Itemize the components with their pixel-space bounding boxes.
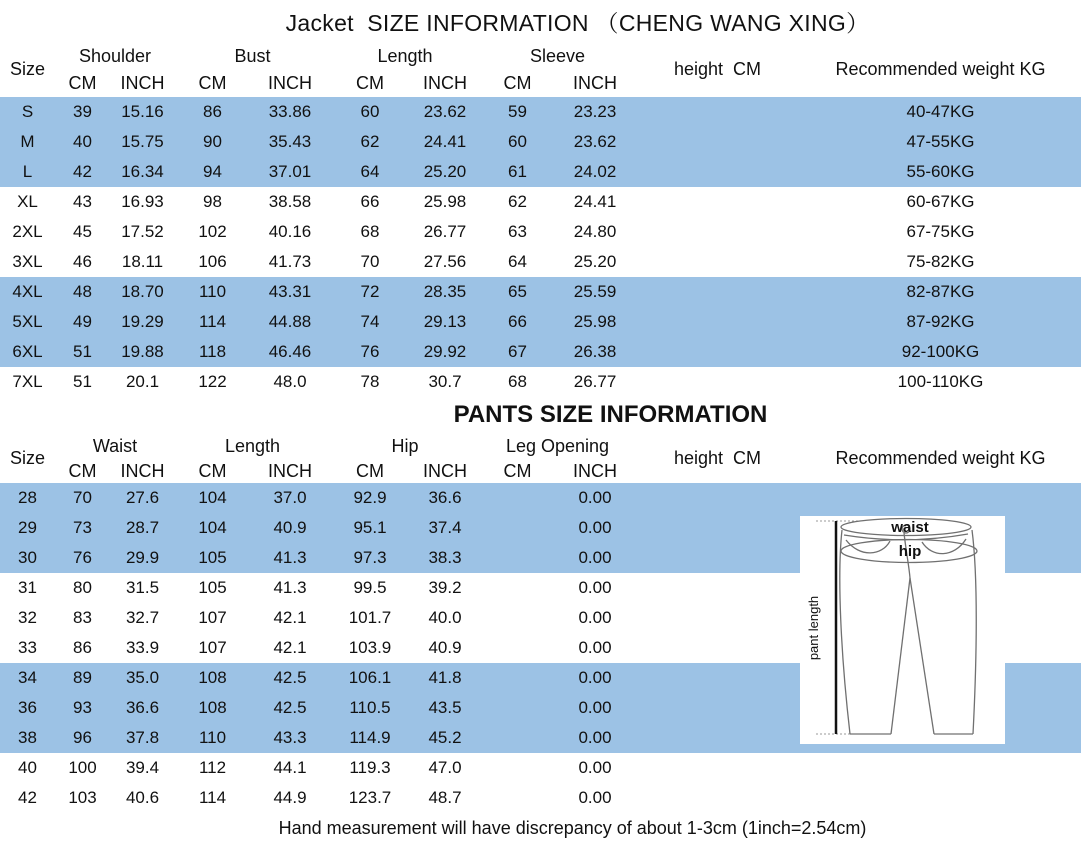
column-header-weight: Recommended weight KG — [835, 447, 1046, 468]
table-cell: 38 — [18, 728, 37, 747]
jacket-table-header — [0, 42, 1081, 97]
table-cell — [635, 277, 800, 307]
table-cell — [635, 633, 800, 663]
table-cell: 4XL — [12, 282, 43, 301]
column-header-leg-opening: Leg Opening — [505, 435, 610, 456]
table-cell: 60-67KG — [906, 192, 975, 211]
table-cell — [635, 543, 800, 573]
table-cell: 103 — [68, 788, 97, 807]
table-cell: 110 — [198, 282, 227, 301]
jacket-table-body — [0, 97, 1081, 397]
table-cell — [480, 753, 555, 783]
table-cell: 19.29 — [121, 312, 164, 331]
table-cell: 0.00 — [578, 698, 612, 717]
unit-header-cm: CM — [503, 460, 532, 481]
table-cell: 0.00 — [578, 728, 612, 747]
table-cell: 86 — [203, 102, 222, 121]
table-cell: 38.3 — [428, 548, 462, 567]
table-cell: 114.9 — [349, 728, 391, 747]
table-cell — [635, 187, 800, 217]
table-cell: 92.9 — [353, 488, 387, 507]
table-cell: 26.38 — [573, 342, 617, 361]
table-cell: 0.00 — [578, 758, 612, 777]
table-cell — [635, 247, 800, 277]
table-cell: 41.3 — [273, 578, 307, 597]
table-cell: 0.00 — [578, 548, 612, 567]
table-cell: 68 — [360, 222, 380, 241]
table-cell: 51 — [73, 342, 92, 361]
table-cell: 45 — [73, 222, 92, 241]
table-row — [0, 97, 1081, 127]
table-cell — [480, 633, 555, 663]
table-cell: 73 — [73, 518, 92, 537]
table-row — [0, 247, 1081, 277]
table-cell: 105 — [198, 548, 227, 567]
table-cell: 29.13 — [423, 312, 467, 331]
table-cell: 100 — [68, 758, 97, 777]
table-cell: 108 — [198, 698, 227, 717]
jacket-size-table — [0, 42, 1081, 397]
table-cell: M — [20, 132, 35, 151]
jacket-header-group-row — [0, 42, 1081, 70]
table-cell: 48.0 — [273, 372, 307, 391]
column-header-bust: Bust — [234, 45, 271, 66]
table-cell — [635, 307, 800, 337]
table-cell: 29.9 — [125, 548, 160, 567]
table-cell — [635, 693, 800, 723]
table-cell: 2XL — [12, 222, 43, 241]
table-row — [0, 307, 1081, 337]
table-cell: 43.5 — [428, 698, 462, 717]
hip-label: hip — [898, 543, 922, 560]
table-cell: 42.5 — [273, 668, 307, 687]
table-cell: 61 — [508, 162, 527, 181]
table-cell: 76 — [360, 342, 380, 361]
table-cell: 66 — [360, 192, 380, 211]
table-cell: 97.3 — [353, 548, 387, 567]
table-cell — [635, 753, 800, 783]
table-cell: 67-75KG — [906, 222, 975, 241]
table-cell: 110.5 — [349, 698, 391, 717]
table-cell: 49 — [73, 312, 92, 331]
column-header-sleeve: Sleeve — [529, 45, 586, 66]
table-cell: 25.59 — [573, 282, 617, 301]
table-cell: 30 — [18, 548, 37, 567]
table-cell — [480, 603, 555, 633]
table-cell: 0.00 — [578, 608, 612, 627]
table-cell: 37.01 — [268, 162, 312, 181]
table-cell: 114 — [198, 312, 227, 331]
table-cell — [635, 573, 800, 603]
table-cell: 36.6 — [125, 698, 160, 717]
table-cell: 64 — [360, 162, 380, 181]
table-cell: 98 — [203, 192, 222, 211]
table-cell: 20.1 — [125, 372, 160, 391]
column-header-shoulder: Shoulder — [78, 45, 152, 66]
table-cell: 0.00 — [578, 518, 612, 537]
table-cell: 37.4 — [428, 518, 462, 537]
table-cell: 23.62 — [423, 102, 467, 121]
table-cell: 25.98 — [573, 312, 617, 331]
unit-header-inch: INCH — [268, 460, 312, 481]
table-cell: 40.16 — [268, 222, 312, 241]
table-cell: 34 — [18, 668, 37, 687]
table-cell: 75-82KG — [906, 252, 975, 271]
table-cell: 93 — [73, 698, 92, 717]
table-cell — [635, 513, 800, 543]
table-cell: 106 — [198, 252, 227, 271]
table-cell: 40.6 — [125, 788, 160, 807]
table-cell: 86 — [73, 638, 92, 657]
table-cell: 107 — [198, 608, 227, 627]
table-cell: 39.4 — [125, 758, 160, 777]
table-cell: 35.0 — [125, 668, 160, 687]
table-cell: 67 — [508, 342, 527, 361]
table-row — [0, 277, 1081, 307]
table-cell — [635, 157, 800, 187]
table-cell: 25.20 — [423, 162, 467, 181]
table-cell — [635, 483, 800, 513]
table-cell: 6XL — [12, 342, 43, 361]
column-header-hip: Hip — [391, 435, 419, 456]
column-header-height-cm: height CM — [673, 59, 762, 79]
table-cell: 0.00 — [578, 578, 612, 597]
table-cell: 47.0 — [428, 758, 462, 777]
table-cell — [635, 663, 800, 693]
table-cell: 19.88 — [121, 342, 164, 361]
table-cell — [635, 127, 800, 157]
table-cell — [480, 483, 555, 513]
table-cell: 104 — [198, 518, 227, 537]
table-cell: 90 — [203, 132, 222, 151]
table-cell: 40.9 — [273, 518, 307, 537]
unit-header-cm: CM — [68, 460, 97, 481]
pants-table-header — [0, 433, 1081, 483]
table-cell: 89 — [73, 668, 92, 687]
table-cell: 33.9 — [125, 638, 160, 657]
table-cell: 42.1 — [273, 638, 307, 657]
table-cell: 24.80 — [573, 222, 617, 241]
table-cell: XL — [17, 192, 38, 211]
table-cell — [480, 663, 555, 693]
table-cell: 37.8 — [125, 728, 160, 747]
table-cell — [635, 603, 800, 633]
table-cell: 25.98 — [423, 192, 467, 211]
table-cell: 42.1 — [273, 608, 307, 627]
table-cell: 30.7 — [428, 372, 462, 391]
table-cell: 59 — [508, 102, 527, 121]
table-row — [0, 783, 1081, 813]
table-cell: 7XL — [12, 372, 43, 391]
column-header-size: Size — [9, 59, 45, 79]
unit-header-inch: INCH — [423, 73, 467, 93]
table-cell: 0.00 — [578, 788, 612, 807]
footer-note: Hand measurement will have discrepancy of about 1-3cm (1inch=2.54cm) — [278, 817, 867, 838]
table-cell: 0.00 — [578, 488, 612, 507]
table-cell — [635, 97, 800, 127]
table-cell — [480, 573, 555, 603]
table-row — [0, 157, 1081, 187]
table-cell: 0.00 — [578, 638, 612, 657]
table-cell: 24.02 — [573, 162, 617, 181]
table-cell: 95.1 — [353, 518, 387, 537]
table-cell: 70 — [360, 252, 380, 271]
table-cell: 36.6 — [428, 488, 462, 507]
table-cell: 18.70 — [121, 282, 164, 301]
table-cell: 36 — [18, 698, 37, 717]
table-cell: 118 — [198, 342, 227, 361]
table-cell: 43 — [73, 192, 92, 211]
table-row — [0, 217, 1081, 247]
table-cell: 114 — [198, 788, 227, 807]
table-cell — [800, 783, 1081, 813]
unit-header-inch: INCH — [573, 73, 617, 93]
table-cell: 40 — [73, 132, 92, 151]
table-cell: 55-60KG — [906, 162, 975, 181]
table-cell: 82-87KG — [906, 282, 975, 301]
table-row — [0, 127, 1081, 157]
table-cell: 15.16 — [121, 102, 164, 121]
table-cell — [480, 543, 555, 573]
table-cell: 119.3 — [349, 758, 391, 777]
table-cell: 63 — [508, 222, 527, 241]
unit-header-cm: CM — [198, 460, 227, 481]
table-cell — [480, 783, 555, 813]
table-cell: 25.20 — [573, 252, 617, 271]
table-cell: 23.62 — [573, 132, 617, 151]
table-cell: 40.9 — [428, 638, 462, 657]
table-cell: 104 — [198, 488, 227, 507]
table-cell: 45.2 — [428, 728, 462, 747]
table-cell: 72 — [360, 282, 380, 301]
table-cell: 41.73 — [268, 252, 312, 271]
pants-outline-drawing — [800, 516, 1005, 744]
table-cell: 48.7 — [428, 788, 462, 807]
table-cell: 44.88 — [268, 312, 312, 331]
table-cell — [635, 337, 800, 367]
table-cell: 33.86 — [268, 102, 312, 121]
table-cell: 42 — [73, 162, 92, 181]
table-cell: 28.7 — [125, 518, 160, 537]
column-header-length: Length — [377, 45, 433, 66]
table-cell: 27.6 — [125, 488, 160, 507]
table-cell: 42 — [18, 788, 37, 807]
table-cell: 94 — [203, 162, 222, 181]
table-cell: 40.0 — [428, 608, 462, 627]
table-cell: 18.11 — [121, 252, 164, 271]
table-cell: 39.2 — [428, 578, 462, 597]
table-cell: 62 — [508, 192, 527, 211]
table-cell: 26.77 — [573, 372, 617, 391]
table-cell: 16.34 — [121, 162, 164, 181]
table-cell: 23.23 — [573, 102, 617, 121]
table-cell: 5XL — [12, 312, 43, 331]
table-cell: 0.00 — [578, 668, 612, 687]
table-cell: 110 — [198, 728, 227, 747]
table-cell: 26.77 — [423, 222, 467, 241]
pant-length-label: pant length — [806, 595, 821, 661]
table-cell — [480, 723, 555, 753]
table-row — [0, 337, 1081, 367]
table-cell: 24.41 — [573, 192, 617, 211]
table-cell: 101.7 — [348, 608, 392, 627]
table-cell: 37.0 — [273, 488, 307, 507]
table-cell: 16.93 — [121, 192, 164, 211]
table-cell: 62 — [360, 132, 380, 151]
table-cell: 43.3 — [273, 728, 307, 747]
table-cell: 112 — [198, 758, 227, 777]
table-cell: 29 — [18, 518, 37, 537]
table-cell: 99.5 — [353, 578, 387, 597]
table-cell: 31 — [18, 578, 37, 597]
table-row — [0, 753, 1081, 783]
table-cell: 28 — [18, 488, 37, 507]
table-cell: 32.7 — [125, 608, 160, 627]
pants-table-title: PANTS SIZE INFORMATION — [453, 401, 768, 428]
table-cell: 3XL — [12, 252, 43, 271]
table-cell: 70 — [73, 488, 92, 507]
unit-header-cm: CM — [198, 73, 227, 93]
table-cell: 78 — [360, 372, 380, 391]
column-header-length: Length — [224, 435, 281, 456]
table-cell: 76 — [73, 548, 92, 567]
table-cell: 35.43 — [268, 132, 312, 151]
table-row — [0, 187, 1081, 217]
table-cell: 83 — [73, 608, 92, 627]
unit-header-inch: INCH — [120, 73, 165, 93]
table-row — [0, 367, 1081, 397]
table-cell — [635, 783, 800, 813]
table-cell — [635, 367, 800, 397]
table-cell: 39 — [73, 102, 92, 121]
table-cell: 44.9 — [273, 788, 307, 807]
table-cell: 123.7 — [348, 788, 392, 807]
waist-label: waist — [891, 519, 929, 536]
table-cell: 28.35 — [423, 282, 467, 301]
table-cell: 105 — [198, 578, 227, 597]
table-cell — [800, 483, 1081, 513]
table-cell: 40-47KG — [906, 102, 975, 121]
unit-header-inch: INCH — [268, 73, 312, 93]
table-cell: 60 — [508, 132, 527, 151]
unit-header-inch: INCH — [573, 460, 618, 481]
table-cell: 41.8 — [428, 668, 462, 687]
column-header-weight: Recommended weight KG — [835, 59, 1046, 79]
table-cell — [480, 513, 555, 543]
column-header-size: Size — [9, 447, 45, 468]
table-cell: 106.1 — [348, 668, 392, 687]
column-header-waist: Waist — [92, 435, 138, 456]
unit-header-cm: CM — [356, 460, 384, 481]
table-cell: 15.75 — [121, 132, 164, 151]
table-cell: 44.1 — [273, 758, 307, 777]
table-row — [0, 483, 1081, 513]
pants-measurement-diagram — [800, 516, 1005, 744]
table-cell: 100-110KG — [897, 372, 984, 391]
table-cell: 38.58 — [268, 192, 312, 211]
table-cell: 29.92 — [423, 342, 467, 361]
table-cell: 24.41 — [423, 132, 467, 151]
table-cell: 40 — [18, 758, 37, 777]
table-cell: 108 — [198, 668, 227, 687]
table-cell — [635, 217, 800, 247]
table-cell: S — [21, 102, 34, 121]
table-cell: 47-55KG — [906, 132, 975, 151]
unit-header-cm: CM — [68, 73, 97, 93]
table-cell: 33 — [18, 638, 37, 657]
table-cell: 103.9 — [348, 638, 392, 657]
table-cell: 66 — [508, 312, 527, 331]
column-header-height-cm: height CM — [673, 447, 762, 468]
table-cell — [635, 723, 800, 753]
table-cell: 46 — [73, 252, 92, 271]
table-cell: 122 — [198, 372, 227, 391]
table-cell: 27.56 — [423, 252, 467, 271]
unit-header-inch: INCH — [120, 460, 165, 481]
table-cell: 80 — [73, 578, 92, 597]
table-cell: 41.3 — [273, 548, 307, 567]
table-cell: 96 — [73, 728, 92, 747]
unit-header-inch: INCH — [423, 460, 467, 481]
table-cell: 87-92KG — [906, 312, 975, 331]
table-cell: 48 — [73, 282, 92, 301]
table-cell: L — [22, 162, 33, 181]
table-cell — [800, 753, 1081, 783]
table-cell: 51 — [73, 372, 92, 391]
table-cell: 42.5 — [273, 698, 307, 717]
table-cell: 92-100KG — [901, 342, 980, 361]
unit-header-cm: CM — [356, 73, 384, 93]
table-cell: 46.46 — [268, 342, 312, 361]
table-cell: 74 — [360, 312, 380, 331]
table-cell: 43.31 — [268, 282, 312, 301]
table-cell — [480, 693, 555, 723]
table-cell: 65 — [508, 282, 527, 301]
table-cell: 64 — [508, 252, 527, 271]
table-cell: 68 — [508, 372, 527, 391]
table-cell: 60 — [360, 102, 380, 121]
unit-header-cm: CM — [503, 73, 532, 93]
jacket-table-title: Jacket SIZE INFORMATION （CHENG WANG XING） — [285, 9, 870, 36]
table-cell: 17.52 — [121, 222, 164, 241]
table-cell: 102 — [198, 222, 227, 241]
pants-header-group-row — [0, 433, 1081, 459]
table-cell: 32 — [18, 608, 37, 627]
table-cell: 31.5 — [125, 578, 160, 597]
table-cell: 107 — [198, 638, 227, 657]
